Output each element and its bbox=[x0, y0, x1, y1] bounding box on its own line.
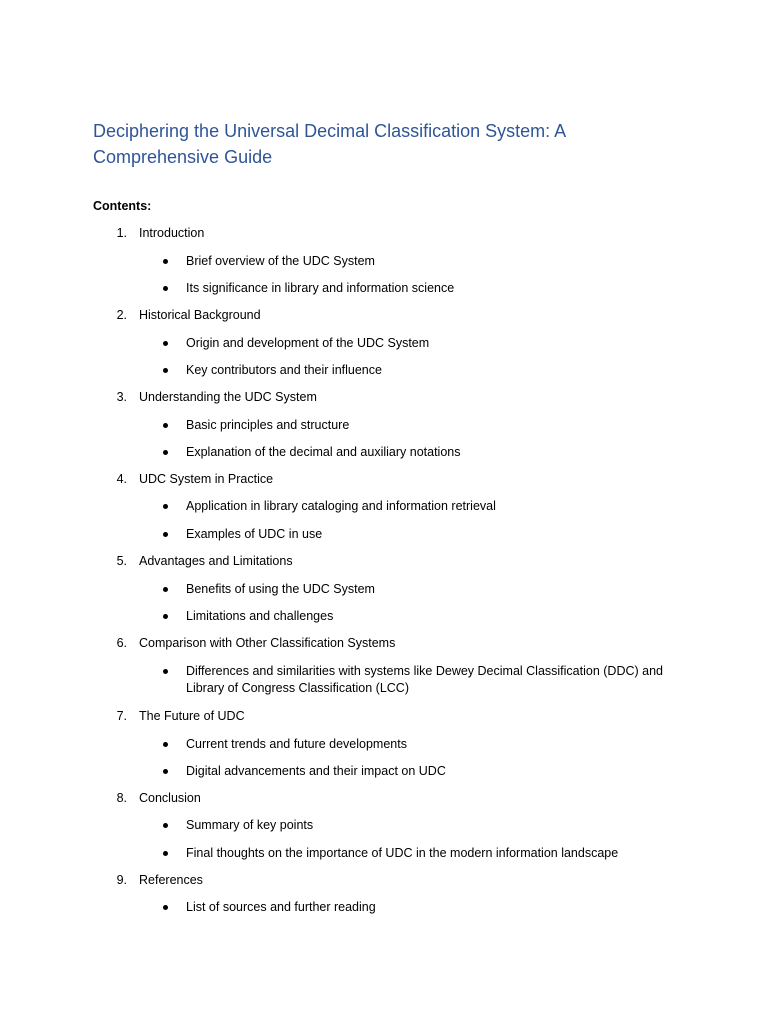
section-number: 9. bbox=[116, 873, 127, 887]
contents-label: Contents: bbox=[93, 199, 152, 213]
bullet-item: Current trends and future developments bbox=[186, 737, 407, 751]
bullet-icon bbox=[163, 823, 168, 828]
bullet-icon bbox=[163, 259, 168, 264]
bullet-icon bbox=[163, 450, 168, 455]
section-title: Conclusion bbox=[139, 791, 201, 805]
bullet-icon bbox=[163, 669, 168, 674]
section-title: UDC System in Practice bbox=[139, 472, 274, 486]
section-title: References bbox=[139, 873, 203, 887]
bullet-icon bbox=[163, 423, 168, 428]
bullet-item: Basic principles and structure bbox=[186, 418, 350, 432]
section-title: The Future of UDC bbox=[139, 709, 245, 723]
bullet-item: Application in library cataloging and information retrieval bbox=[186, 499, 496, 513]
bullet-icon bbox=[163, 286, 168, 291]
section-title: Introduction bbox=[139, 226, 205, 240]
section-number: 5. bbox=[116, 554, 127, 568]
bullet-item: Summary of key points bbox=[186, 818, 314, 832]
bullet-item: Benefits of using the UDC System bbox=[186, 582, 375, 596]
bullet-icon bbox=[163, 905, 168, 910]
section-number: 4. bbox=[116, 472, 127, 486]
bullet-icon bbox=[163, 851, 168, 856]
section-number: 8. bbox=[116, 791, 127, 805]
bullet-icon bbox=[163, 368, 168, 373]
section-title: Advantages and Limitations bbox=[139, 554, 293, 568]
bullet-item: Brief overview of the UDC System bbox=[186, 254, 375, 268]
section-title: Comparison with Other Classification Systems bbox=[139, 636, 396, 650]
bullet-item: Differences and similarities with systems like Dewey Decimal Classification (DDC) and Library of Congress Classification (LCC) bbox=[186, 664, 663, 695]
bullet-icon bbox=[163, 742, 168, 747]
bullet-icon bbox=[163, 769, 168, 774]
bullet-icon bbox=[163, 341, 168, 346]
bullet-item: Origin and development of the UDC System bbox=[186, 336, 430, 350]
bullet-item: List of sources and further reading bbox=[186, 900, 376, 914]
section-number: 1. bbox=[116, 226, 127, 240]
section-number: 6. bbox=[116, 636, 127, 650]
section-number: 2. bbox=[116, 308, 127, 322]
bullet-item: Limitations and challenges bbox=[186, 609, 334, 623]
section-number: 3. bbox=[116, 390, 127, 404]
bullet-item: Its significance in library and information science bbox=[186, 281, 455, 295]
bullet-item: Key contributors and their influence bbox=[186, 363, 382, 377]
section-title: Understanding the UDC System bbox=[139, 390, 317, 404]
section-number: 7. bbox=[116, 709, 127, 723]
bullet-item: Explanation of the decimal and auxiliary notations bbox=[186, 445, 461, 459]
section-title: Historical Background bbox=[139, 308, 261, 322]
bullet-icon bbox=[163, 614, 168, 619]
document-title: Deciphering the Universal Decimal Classification System: A Comprehensive Guide bbox=[93, 121, 566, 167]
bullet-icon bbox=[163, 587, 168, 592]
bullet-icon bbox=[163, 532, 168, 537]
bullet-item: Examples of UDC in use bbox=[186, 527, 323, 541]
bullet-item: Final thoughts on the importance of UDC in the modern information landscape bbox=[186, 846, 619, 860]
bullet-icon bbox=[163, 504, 168, 509]
bullet-item: Digital advancements and their impact on UDC bbox=[186, 764, 446, 778]
